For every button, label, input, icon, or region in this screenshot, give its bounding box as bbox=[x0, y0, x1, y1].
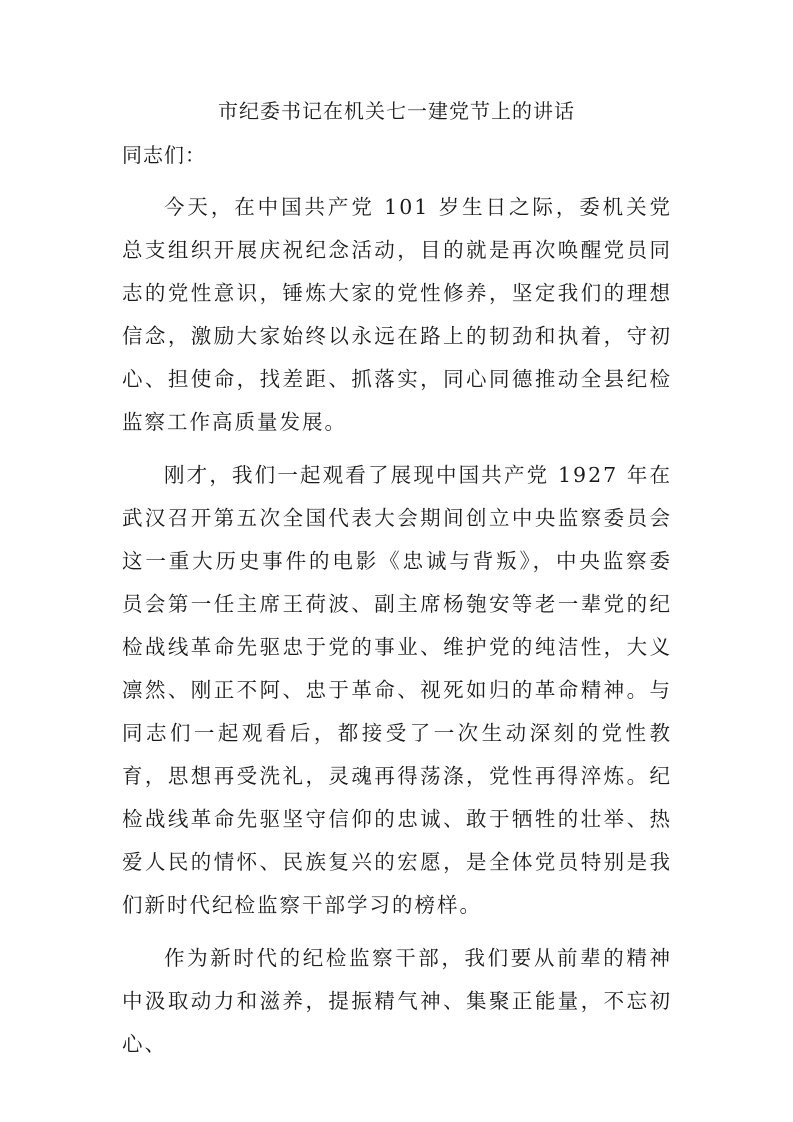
document-title: 市纪委书记在机关七一建党节上的讲话 bbox=[218, 99, 575, 123]
paragraph-1: 今天，在中国共产党 101 岁生日之际，委机关党总支组织开展庆祝纪念活动，目的就是再次唤醒党员同志的党性意识，锤炼大家的党性修养，坚定我们的理想信念，激励大家始终以永远在路上的韧劲和执着，守初心、担使命，找差距、抓落实，同心同德推动全县纪检监察工作高质量发展。 bbox=[122, 195, 672, 434]
document-body bbox=[122, 186, 672, 1076]
salutation: 同志们： bbox=[122, 143, 206, 167]
paragraph-2: 刚才，我们一起观看了展现中国共产党 1927 年在武汉召开第五次全国代表大会期间创立中央监察委员会这一重大历史事件的电影《忠诚与背叛》，中央监察委员会第一任主席王荷波、副主席杨匏安等老一辈党的纪检战线革命先驱忠于党的事业、维护党的纯洁性，大义凛然、刚正不阿、忠于革命、视死如归的革命精神。与同志们一起观看后，都接受了一次生动深刻的党性教育，思想再受洗礼，灵魂再得荡涤，党性再得淬炼。纪检战线革命先驱坚守信仰的忠诚、敢于牺牲的壮举、热爱人民的情怀、民族复兴的宏愿，是全体党员特别是我们新时代纪检监察干部学习的榜样。 bbox=[122, 463, 672, 917]
paragraph-3: 作为新时代的纪检监察干部，我们要从前辈的精神中汲取动力和滋养，提振精气神、集聚正能量，不忘初心、 bbox=[122, 946, 672, 1056]
